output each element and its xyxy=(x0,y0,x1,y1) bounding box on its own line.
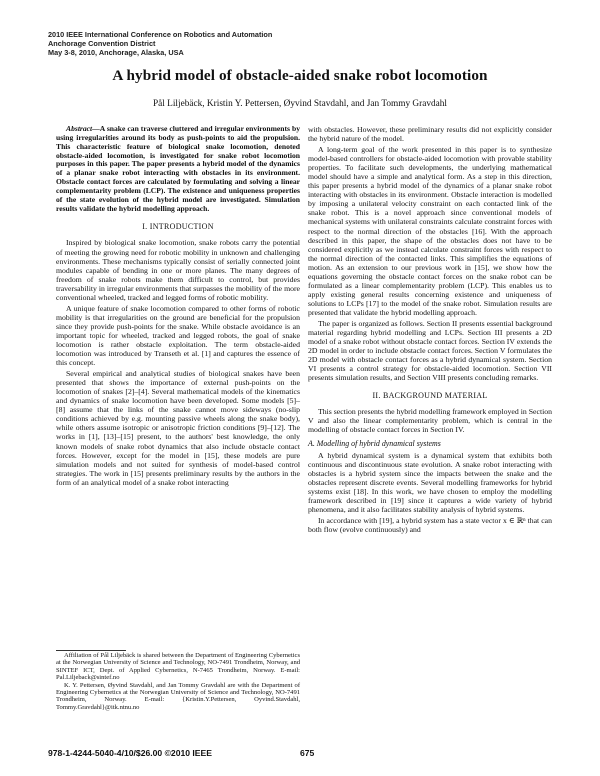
affiliation-footnote xyxy=(56,652,300,711)
page-number: 675 xyxy=(300,748,315,758)
abstract xyxy=(56,125,300,213)
paragraph: Several empirical and analytical studies of biological snakes have been presented that shows the importance of external push-points on the locomotion of snakes [2]–[4]. Several mathematical models of the kinematics and dynamics of snake locomotion have been developed. Some models [5]–[8] assume that the links of the snake cannot move sideways (no-slip conditions achieved by e.g. mounting passive wheels along the snake body), while others assume isotropic or anisotropic friction conditions [9]–[12]. The works in [1], [13]–[15] present, to the authors' best knowledge, the only known models of snake robot dynamics that also include obstacle contact forces. However, except for the model in [15], these models are pure simulation models and not suited for synthesis of model-based control strategies. The work in [15] presents preliminary results by the authors in the form of an analytical model of a snake robot interacting xyxy=(56,369,300,487)
isbn-footer: 978-1-4244-5040-4/10/$26.00 ©2010 IEEE xyxy=(48,748,213,758)
left-column xyxy=(56,125,300,489)
abstract-text: —A snake can traverse cluttered and irregular environments by using irregularities around its body as push-points to aid the propulsion. This characteristic feature of biological snake locomotion, denoted obstacle-aided locomotion, is investigated for snake robot locomotion purposes in this paper. The paper presents a hybrid model of the dynamics of a planar snake robot interacting with obstacles in its environment. Obstacle contact forces are calculated by formulating and solving a linear complementarity problem (LCP). The existence and uniqueness properties of the state evolution of the hybrid model are investigated. Simulation results validate the hybrid modelling approach. xyxy=(56,124,300,213)
conference-header xyxy=(48,30,348,57)
conference-line: 2010 IEEE International Conference on Robotics and Automation xyxy=(48,30,273,39)
subsection-heading: A. Modelling of hybrid dynamical systems xyxy=(308,438,441,448)
footnote-paragraph: Affiliation of Pål Liljebäck is shared between the Department of Engineering Cybernetics at the Norwegian University of Science and Technology, NO-7491 Trondheim, Norway, and SINTEF ICT, Dept. of Applied Cybernetics, N-7465 Trondheim, Norway. E-mail: Pal.Liljeback@sintef.no xyxy=(56,652,300,682)
abstract-label: Abstract xyxy=(66,124,93,133)
paragraph: The paper is organized as follows. Section II presents essential background material regarding hybrid modelling and LCPs. Section III presents a 2D model of a snake robot without obstacle contact forces. Section IV extends the 2D model in order to include obstacle contact forces. Section V formulates the 2D model with obstacle contact forces as a hybrid dynamical system. Section VI presents a control strategy for obstacle-aided locomotion. Section VII presents simulation results, and Section VIII presents concluding remarks. xyxy=(308,318,552,383)
section-heading-introduction: I. INTRODUCTION xyxy=(142,222,214,232)
paragraph: with obstacles. However, these preliminary results did not explicitly consider the hybrid nature of the model. xyxy=(308,125,552,144)
footnote-paragraph: K. Y. Pettersen, Øyvind Stavdahl, and Jan Tommy Gravdahl are with the Department of Engineering Cybernetics at the Norwegian University of Science and Technology, NO-7491 Trondheim, Norway. E-mail: {Kristin.Y.Pettersen, Oyvind.Stavdahl, Tommy.Gravdahl}@itk.ntnu.no xyxy=(56,681,300,711)
paragraph: This section presents the hybrid modelling framework employed in Section V and also the linear complementarity problem, which is central in the modelling of obstacle contact forces in Section IV. xyxy=(308,407,552,435)
author-list: Pål Liljebäck, Kristin Y. Pettersen, Øyvind Stavdahl, and Jan Tommy Gravdahl xyxy=(152,99,448,109)
footnote-divider xyxy=(56,650,126,651)
paragraph: In accordance with [19], a hybrid system has a state vector x ∈ ℝⁿ that can both flow (evolve continuously) and xyxy=(308,515,552,534)
paragraph: A long-term goal of the work presented in this paper is to synthesize model-based controllers for obstacle-aided locomotion with provable stability properties. To facilitate such developments, the underlying mathematical model should have a simple and analytical form. As a step in this direction, this paper presents a hybrid model of the dynamics of a planar snake robot interacting with obstacles in its environment. Obstacle interaction is modelled by imposing a unilateral velocity constraint on each contacted link of the snake robot. This is a novel approach since conventional models of mechanical systems with unilateral constraints calculate constraint forces with respect to the normal direction of the obstacles [16]. With the approach described in this paper, the shape of the obstacles does not have to be considered explicitly as we instead calculate constraint forces with respect to the normal direction of the contacted links. This simplifies the equations of motion. As an extension to our previous work in [15], we show how the equations governing the obstacle contact forces on the snake robot can be formulated as a linear complementarity problem (LCP). This enables us to apply existing general results concerning existence and uniqueness of solutions to LCPs [17] to the model of the snake robot. Simulation results are presented that validate the hybrid modelling approach. xyxy=(308,145,552,317)
conference-line: May 3-8, 2010, Anchorage, Alaska, USA xyxy=(48,48,184,57)
right-column xyxy=(308,125,552,536)
conference-line: Anchorage Convention District xyxy=(48,39,156,48)
paragraph: A unique feature of snake locomotion compared to other forms of robotic mobility is that irregularities on the ground are beneficial for the propulsion since they provide push-points for the snake. While obstacle avoidance is an important topic for wheeled, tracked and legged robots, the goal of snake locomotion is rather obstacle exploitation. The term obstacle-aided locomotion was introduced by Transeth et al. [1] and captures the essence of this concept. xyxy=(56,303,300,368)
paragraph: A hybrid dynamical system is a dynamical system that exhibits both continuous and discontinuous state evolution. A snake robot interacting with obstacles is a hybrid system since the impacts between the snake and the obstacles represent discrete events. Several modelling frameworks for hybrid systems exist [18]. In this work, we have chosen to employ the modelling framework described in [19] since it captures a wide variety of hybrid phenomena, and it also facilitates stability analysis of hybrid systems. xyxy=(308,450,552,514)
paragraph: Inspired by biological snake locomotion, snake robots carry the potential of meeting the growing need for robotic mobility in unknown and challenging environments. These mechanisms typically consist of serially connected joint modules capable of bending in one or more planes. The many degrees of freedom of snake robots make them difficult to control, but provides traversability in irregular environments that surpasses the mobility of the more conventional wheeled, tracked and legged forms of robotic mobility. xyxy=(56,238,300,302)
section-heading-background: II. BACKGROUND MATERIAL xyxy=(372,391,488,401)
paper-title: A hybrid model of obstacle-aided snake robot locomotion xyxy=(112,67,488,84)
